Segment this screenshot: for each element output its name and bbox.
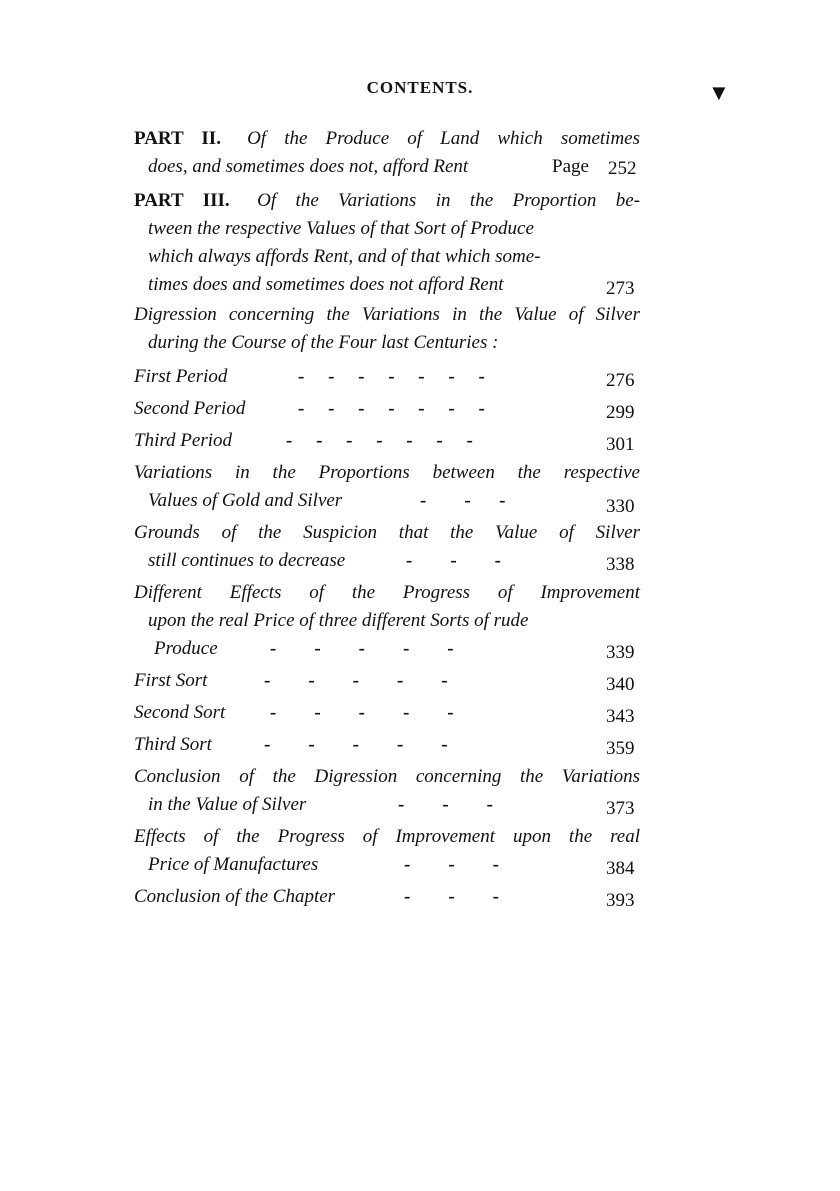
toc-entry-first-period[interactable] — [134, 366, 640, 394]
toc-entry-rude-produce[interactable] — [134, 582, 640, 666]
entry-title-line: Different Effects of the Progress of Improvement — [134, 582, 640, 603]
page-number: 339 — [606, 642, 635, 663]
entry-title-line: Second Sort — [134, 702, 226, 723]
toc-entry-first-sort[interactable] — [134, 670, 640, 698]
toc-entry-second-period[interactable] — [134, 398, 640, 426]
page-number: 299 — [606, 402, 635, 423]
toc-entry-conclusion-chapter[interactable] — [134, 886, 640, 914]
page-number: 373 — [606, 798, 635, 819]
entry-title-line: Third Sort — [134, 734, 212, 755]
entry-title-line: Second Period — [134, 398, 246, 419]
page-number: 393 — [606, 890, 635, 911]
page-number: 273 — [606, 278, 635, 299]
entry-title-line: Variations in the Proportions between the respective — [134, 462, 640, 483]
toc-entry-third-period[interactable] — [134, 430, 640, 458]
page-number: 359 — [606, 738, 635, 759]
toc-entry-manufactures[interactable] — [134, 826, 640, 882]
toc-entry-part-2[interactable] — [134, 128, 640, 184]
leader-dots: - - - - - - - — [298, 366, 485, 387]
leader-dots: - - - - - — [270, 702, 454, 723]
entry-title-line: Digression concerning the Variations in the Value of Silver — [134, 304, 640, 325]
entry-title-line: First Period — [134, 366, 228, 387]
page-number: 384 — [606, 858, 635, 879]
page-number: 340 — [606, 674, 635, 695]
entry-title-line: Produce — [154, 638, 218, 659]
leader-dots: - - - - - — [264, 734, 448, 755]
page-number: 276 — [606, 370, 635, 391]
entry-title-line: still continues to decrease — [148, 550, 346, 571]
page-number: 330 — [606, 496, 635, 517]
toc-entry-third-sort[interactable] — [134, 734, 640, 762]
leader-dots: - - - - - - - — [298, 398, 485, 419]
page-number: 252 — [608, 158, 637, 179]
entry-title-line: in the Value of Silver — [148, 794, 307, 815]
leader-dots: - - - - - — [264, 670, 448, 691]
part-label: PART III. — [134, 190, 230, 211]
signature-mark: ▼ — [708, 80, 730, 105]
page-label: Page — [552, 156, 589, 177]
entry-title-line: during the Course of the Four last Centuries : — [148, 332, 499, 353]
toc-entry-suspicion[interactable] — [134, 522, 640, 578]
leader-dots: - - - — [404, 886, 499, 907]
entry-title-line: Of the Variations in the Proportion be- — [257, 190, 641, 211]
leader-dots: - - - — [406, 550, 501, 571]
entry-title-line: which always affords Rent, and of that which some- — [148, 246, 541, 267]
entry-title-line: upon the real Price of three different Sorts of rude — [148, 610, 529, 631]
entry-title-line: Conclusion of the Digression concerning the Variations — [134, 766, 640, 787]
entry-title-line: Of the Produce of Land which sometimes — [247, 128, 641, 149]
toc-entry-digression[interactable] — [134, 304, 640, 360]
page-number: 301 — [606, 434, 635, 455]
entry-title-line: Grounds of the Suspicion that the Value of Silver — [134, 522, 640, 543]
page-number: 338 — [606, 554, 635, 575]
page-number: 343 — [606, 706, 635, 727]
toc-entry-part-3[interactable] — [134, 190, 640, 300]
leader-dots: - - - - - — [270, 638, 454, 659]
leader-dots: - - - — [404, 854, 499, 875]
entry-title-line: Values of Gold and Silver — [148, 490, 343, 511]
page-header: CONTENTS. — [366, 78, 474, 97]
part-label: PART II. — [134, 128, 221, 149]
toc-entry-gold-silver[interactable] — [134, 462, 640, 518]
toc-entry-second-sort[interactable] — [134, 702, 640, 730]
toc-entry-conclusion-digression[interactable] — [134, 766, 640, 822]
entry-title-line: Conclusion of the Chapter — [134, 886, 336, 907]
entry-title-line: Third Period — [134, 430, 232, 451]
entry-title-line: First Sort — [134, 670, 208, 691]
entry-title-line: tween the respective Values of that Sort of Produce — [148, 218, 534, 239]
leader-dots: - - - - - - - — [286, 430, 473, 451]
entry-title-line: does, and sometimes does not, afford Rent — [148, 156, 469, 177]
entry-title-line: times does and sometimes does not afford Rent — [148, 274, 504, 295]
entry-title-line: Price of Manufactures — [148, 854, 319, 875]
entry-title-line: Effects of the Progress of Improvement upon the real — [134, 826, 640, 847]
leader-dots: - - - — [398, 794, 493, 815]
leader-dots: - - - — [420, 490, 506, 511]
